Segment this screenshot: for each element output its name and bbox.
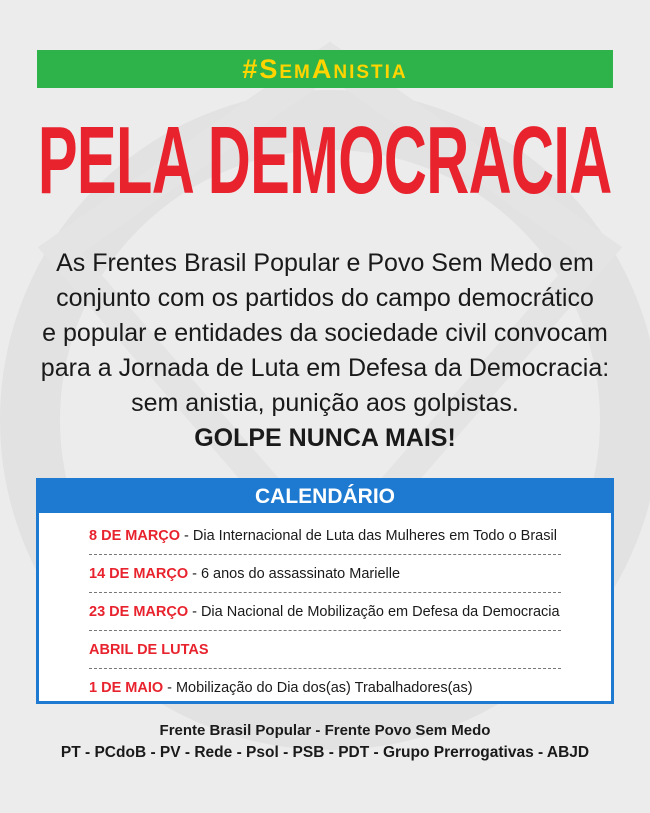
calendar-separator: - <box>192 603 197 620</box>
calendar-item <box>89 669 561 706</box>
calendar-description: Mobilização do Dia dos(as) Trabalhadores(as) <box>175 679 473 696</box>
intro-line: e popular e entidades da sociedade civil convocam <box>42 319 608 347</box>
calendar-date: ABRIL DE LUTAS <box>89 641 209 658</box>
hashtag-banner <box>37 50 613 88</box>
calendar-description: Dia Nacional de Mobilização em Defesa da Democracia <box>200 603 560 620</box>
intro-paragraph <box>20 246 630 456</box>
hashtag-text: #SemAnistia <box>242 53 408 84</box>
calendar-date: 8 DE MARÇO <box>89 527 181 544</box>
calendar-item <box>89 555 561 593</box>
headline-text: PELA DEMOCRACIA <box>38 107 612 214</box>
calendar-item <box>89 517 561 555</box>
calendar-item <box>89 631 561 669</box>
calendar-date: 23 DE MARÇO <box>89 603 189 620</box>
calendar-separator: - <box>184 527 189 544</box>
calendar-date: 1 DE MAIO <box>89 679 164 696</box>
calendar-separator: - <box>167 679 172 696</box>
calendar-item <box>89 593 561 631</box>
intro-line: sem anistia, punição aos golpistas. <box>131 389 519 417</box>
calendar-box <box>36 478 614 704</box>
intro-line: conjunto com os partidos do campo democrático <box>56 284 594 312</box>
footer <box>0 720 650 764</box>
headline <box>30 96 620 226</box>
intro-line: para a Jornada de Luta em Defesa da Democracia: <box>40 354 610 382</box>
footer-fronts: Frente Brasil Popular - Frente Povo Sem Medo <box>159 722 491 739</box>
footer-parties: PT - PCdoB - PV - Rede - Psol - PSB - PDT - Grupo Prerrogativas - ABJD <box>60 744 590 761</box>
calendar-list <box>39 513 611 706</box>
calendar-description: 6 anos do assassinato Marielle <box>200 565 401 582</box>
calendar-date: 14 DE MARÇO <box>89 565 189 582</box>
calendar-description: Dia Internacional de Luta das Mulheres em Todo o Brasil <box>192 527 557 544</box>
calendar-title: CALENDÁRIO <box>255 485 395 508</box>
intro-emphasis: GOLPE NUNCA MAIS! <box>194 424 456 452</box>
intro-line: As Frentes Brasil Popular e Povo Sem Medo em <box>56 249 594 277</box>
calendar-separator: - <box>192 565 197 582</box>
calendar-header <box>39 481 611 513</box>
